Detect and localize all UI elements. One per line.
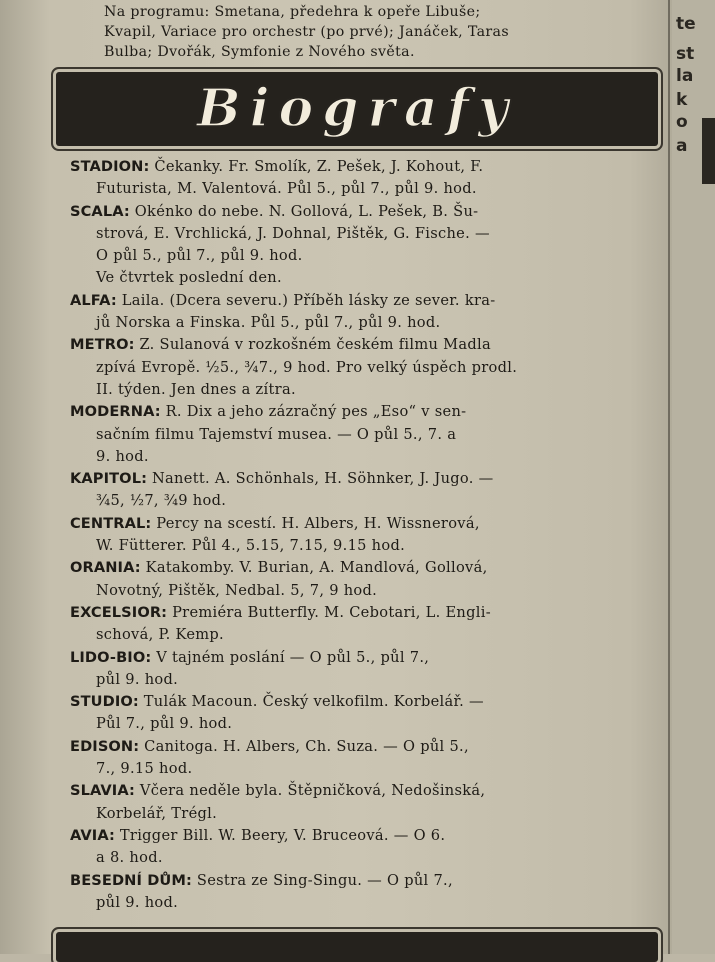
- cinema-name: STADION:: [70, 158, 150, 175]
- entry-line: [96, 490, 668, 512]
- entry-line: [96, 357, 668, 379]
- entry-line: [96, 245, 668, 267]
- entry-line: [70, 468, 668, 490]
- cinema-entry: [66, 401, 668, 468]
- entry-line: [96, 312, 668, 334]
- entry-line: [96, 713, 668, 735]
- program-line: Bulba; Dvořák, Symfonie z Nového světa.: [104, 44, 415, 60]
- entry-line: [70, 334, 668, 356]
- listing-text: Futurista, M. Valentová. Půl 5., půl 7., půl 9. hod.: [96, 180, 477, 198]
- listing-text: Nanett. A. Schönhals, H. Söhnker, J. Jugo. —: [151, 470, 494, 488]
- listing-text: půl 9. hod.: [96, 670, 179, 688]
- cinema-name: EDISON:: [70, 737, 140, 755]
- cinema-name: EXCELSIOR:: [70, 603, 168, 621]
- listing-text: zpívá Evropě. ½5., ¾7., 9 hod. Pro velký úspěch prodl.: [96, 358, 518, 376]
- entry-line: [96, 446, 668, 468]
- listing-text: strová, E. Vrchlická, J. Dohnal, Pištěk, G. Fische. —: [96, 224, 490, 242]
- listing-text: Trigger Bill. W. Beery, V. Bruceová. — O 6.: [119, 826, 446, 844]
- listing-text: O půl 5., půl 7., půl 9. hod.: [96, 247, 303, 265]
- cinema-entry: [66, 513, 668, 558]
- entry-line: [96, 803, 668, 825]
- entry-line: [70, 691, 668, 713]
- cinema-name: MODERNA:: [70, 403, 161, 421]
- cinema-entry: [66, 870, 668, 915]
- entry-line: [96, 379, 668, 401]
- cinema-name: KAPITOL:: [70, 470, 148, 488]
- cinema-entry: [66, 691, 668, 736]
- listing-text: Z. Sulanová v rozkošném českém filmu Madla: [139, 336, 491, 354]
- listing-text: V tajném poslání — O půl 5., půl 7.,: [156, 648, 430, 666]
- cinema-name: ORANIA:: [70, 559, 141, 577]
- entry-line: [70, 602, 668, 624]
- listing-text: Okénko do nebe. N. Gollová, L. Pešek, B. Šu-: [134, 202, 479, 220]
- listing-text: Novotný, Pištěk, Nedbal. 5, 7, 9 hod.: [96, 581, 378, 599]
- listing-text: ¾5, ½7, ¾9 hod.: [96, 492, 227, 510]
- adjacent-text-fragment: k: [676, 90, 688, 110]
- entry-line: [70, 557, 668, 579]
- listing-text: Tulák Macoun. Český velkofilm. Korbelář. —: [143, 693, 484, 711]
- entry-line: [70, 736, 668, 758]
- listing-text: 7., 9.15 hod.: [96, 760, 193, 778]
- cinema-name: METRO:: [70, 336, 135, 354]
- listing-text: 9. hod.: [96, 447, 149, 465]
- cinema-entry: [66, 780, 668, 825]
- cinema-listings: [66, 156, 668, 914]
- entry-line: [96, 624, 668, 646]
- entry-line: [96, 223, 668, 245]
- cinema-entry: [66, 557, 668, 602]
- listing-text: Percy na scestí. H. Albers, H. Wissnerová,: [156, 514, 480, 532]
- next-section-banner: [56, 932, 658, 962]
- listing-text: jů Norska a Finska. Půl 5., půl 7., půl 9. hod.: [96, 314, 441, 332]
- listing-text: II. týden. Jen dnes a zítra.: [96, 380, 296, 398]
- entry-line: [96, 424, 668, 446]
- entry-line: [70, 870, 668, 892]
- cinema-entry: [66, 647, 668, 692]
- section-title: Biografy: [196, 78, 518, 139]
- adjacent-text-fragment: la: [676, 66, 694, 86]
- adjacent-text-fragment: te: [676, 14, 696, 34]
- entry-line: [96, 758, 668, 780]
- entry-line: [96, 847, 668, 869]
- listing-text: W. Fütterer. Půl 4., 5.15, 7.15, 9.15 hod.: [96, 537, 406, 555]
- entry-line: [96, 535, 668, 557]
- listing-text: Ve čtvrtek poslední den.: [96, 269, 282, 287]
- concert-program-note: [104, 2, 664, 62]
- cinema-name: STUDIO:: [70, 693, 139, 711]
- cinema-name: ALFA:: [70, 291, 117, 309]
- cinema-name: BESEDNÍ DŮM:: [70, 871, 192, 889]
- listing-text: Včera neděle byla. Štěpničková, Nedošinská,: [139, 782, 486, 800]
- listing-text: Premiéra Butterfly. M. Cebotari, L. Engli-: [172, 603, 491, 621]
- cinema-entry: [66, 825, 668, 870]
- entry-line: [96, 267, 668, 289]
- program-line: Kvapil, Variace pro orchestr (po prvé); Janáček, Taras: [104, 24, 509, 40]
- column-divider: [668, 0, 670, 954]
- entry-line: [96, 892, 668, 914]
- listing-text: Čekanky. Fr. Smolík, Z. Pešek, J. Kohout, F.: [154, 158, 484, 175]
- cinema-entry: [66, 290, 668, 335]
- cinema-entry: [66, 334, 668, 401]
- entry-line: [70, 401, 668, 423]
- listing-text: R. Dix a jeho zázračný pes „Eso“ v sen-: [165, 403, 467, 421]
- entry-line: [70, 290, 668, 312]
- listing-text: Půl 7., půl 9. hod.: [96, 715, 233, 733]
- cinema-name: AVIA:: [70, 826, 115, 844]
- entry-line: [96, 178, 668, 200]
- adjacent-headline-block: [702, 118, 715, 184]
- entry-line: [70, 156, 668, 178]
- entry-line: [70, 825, 668, 847]
- cinema-entry: [66, 201, 668, 290]
- listing-text: schová, P. Kemp.: [96, 626, 224, 644]
- cinema-name: CENTRAL:: [70, 514, 152, 532]
- cinema-entry: [66, 602, 668, 647]
- listing-text: sačním filmu Tajemství musea. — O půl 5., 7. a: [96, 425, 457, 443]
- entry-line: [96, 580, 668, 602]
- adjacent-text-fragment: a: [676, 136, 688, 156]
- listing-text: Korbelář, Trégl.: [96, 804, 218, 822]
- program-line: Na programu: Smetana, předehra k opeře Libuše;: [104, 4, 481, 20]
- listing-text: Canitoga. H. Albers, Ch. Suza. — O půl 5.,: [144, 737, 469, 755]
- listing-text: Laila. (Dcera severu.) Příběh lásky ze sever. kra-: [121, 291, 496, 309]
- entry-line: [70, 780, 668, 802]
- entry-line: [70, 513, 668, 535]
- cinema-entry: [66, 156, 668, 201]
- entry-line: [96, 669, 668, 691]
- adjacent-text-fragment: st: [676, 44, 695, 64]
- listing-text: půl 9. hod.: [96, 893, 179, 911]
- listing-text: a 8. hod.: [96, 849, 163, 867]
- cinema-name: SCALA:: [70, 202, 130, 220]
- cinema-entry: [66, 736, 668, 781]
- listing-text: Sestra ze Sing-Singu. — O půl 7.,: [196, 871, 453, 889]
- adjacent-text-fragment: o: [676, 112, 688, 132]
- section-banner: [56, 72, 658, 146]
- listing-text: Katakomby. V. Burian, A. Mandlová, Gollová,: [145, 559, 488, 577]
- cinema-entry: [66, 468, 668, 513]
- cinema-name: LIDO-BIO:: [70, 648, 152, 666]
- entry-line: [70, 201, 668, 223]
- cinema-name: SLAVIA:: [70, 782, 135, 800]
- entry-line: [70, 647, 668, 669]
